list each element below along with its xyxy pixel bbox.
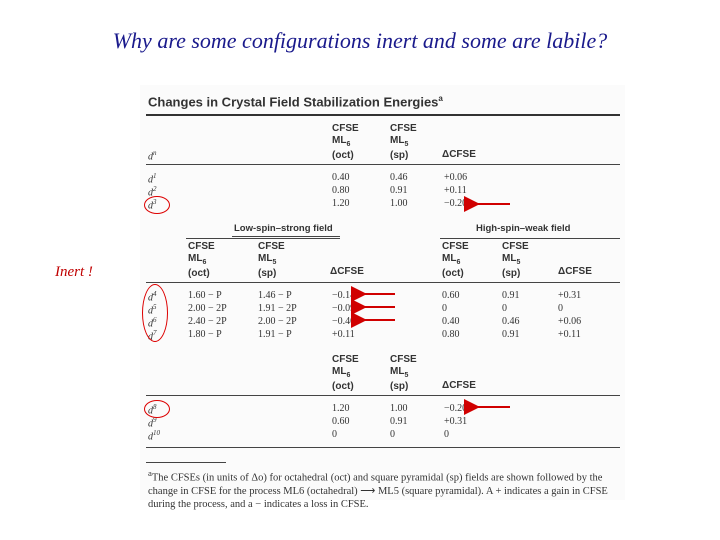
- b3-delta-header: ΔCFSE: [442, 380, 476, 391]
- config-d5: $d^5$: [148, 303, 157, 317]
- cell-sp: 1.00: [390, 198, 408, 209]
- cell-ls-sp: 1.46 − P: [258, 290, 292, 301]
- config-d1: $d^1$: [148, 172, 157, 186]
- cell-ls-delta: −0.14: [332, 290, 356, 301]
- cell-hs-oct: 0.80: [442, 329, 460, 340]
- cell-ls-delta: +0.11: [332, 329, 355, 340]
- cell-oct: 1.20: [332, 198, 350, 209]
- cell-ls-sp: 1.91 − 2P: [258, 303, 297, 314]
- cell-hs-sp: 0: [502, 303, 507, 314]
- cell-ls-oct: 1.80 − P: [188, 329, 222, 340]
- slide-title: Why are some configurations inert and some are labile?: [112, 28, 608, 53]
- cell-sp: 0: [390, 429, 395, 440]
- b3-sp-header: CFSE $ML_5$ (sp): [390, 354, 417, 392]
- cell-sp: 0.46: [390, 172, 408, 183]
- cell-oct: 0.80: [332, 185, 350, 196]
- cell-hs-sp: 0.91: [502, 329, 520, 340]
- config-d2: $d^2$: [148, 185, 157, 199]
- config-d9: $d^9$: [148, 416, 157, 430]
- b1-oct-header: CFSE $ML_6$ (oct): [332, 123, 359, 161]
- cell-hs-sp: 0.46: [502, 316, 520, 327]
- table-title: Changes in Crystal Field Stabilization Energies$^a$: [148, 94, 443, 110]
- inert-label: Inert !: [55, 264, 93, 280]
- hs-oct-header: CFSE $ML_6$ (oct): [442, 241, 469, 279]
- cell-delta: −0.20: [444, 403, 468, 414]
- cell-hs-delta: +0.06: [558, 316, 582, 327]
- config-d7: $d^7$: [148, 329, 157, 343]
- config-d8: $d^8$: [148, 403, 157, 417]
- cell-hs-delta: 0: [558, 303, 563, 314]
- b3-oct-header: CFSE $ML_6$ (oct): [332, 354, 359, 392]
- cell-ls-delta: −0.09: [332, 303, 356, 314]
- config-d4: $d^4$: [148, 290, 157, 304]
- ls-delta-header: ΔCFSE: [330, 266, 364, 277]
- ls-sp-header: CFSE $ML_5$ (sp): [258, 241, 285, 279]
- cell-ls-oct: 1.60 − P: [188, 290, 222, 301]
- cell-sp: 1.00: [390, 403, 408, 414]
- cell-oct: 0.40: [332, 172, 350, 183]
- cell-hs-delta: +0.31: [558, 290, 582, 301]
- b1-delta-header: ΔCFSE: [442, 149, 476, 160]
- config-d6: $d^6$: [148, 316, 157, 330]
- ls-oct-header: CFSE $ML_6$ (oct): [188, 241, 215, 279]
- cell-delta: +0.31: [444, 416, 468, 427]
- cell-ls-sp: 2.00 − 2P: [258, 316, 297, 327]
- config-d3: $d^3$: [148, 198, 157, 212]
- cell-delta: +0.11: [444, 185, 467, 196]
- table-footnote: $^a$The CFSEs (in units of Δo) for octahedral (oct) and square pyramidal (sp) fields are shown followed by the change in CFSE for the process ML6 (octahedral) ⟶ ML5 (square pyramidal). A + indicates a gain in CFSE during the process, and a − indicates a loss in CFSE.: [148, 468, 608, 510]
- cell-hs-oct: 0: [442, 303, 447, 314]
- hs-delta-header: ΔCFSE: [558, 266, 592, 277]
- config-header: $d^n$: [148, 149, 157, 163]
- cell-delta: −0.20: [444, 198, 468, 209]
- config-d10: $d^{10}$: [148, 429, 160, 443]
- cell-delta: 0: [444, 429, 449, 440]
- cell-hs-oct: 0.40: [442, 316, 460, 327]
- cell-hs-oct: 0.60: [442, 290, 460, 301]
- cell-sp: 0.91: [390, 185, 408, 196]
- cell-oct: 0.60: [332, 416, 350, 427]
- cell-hs-delta: +0.11: [558, 329, 581, 340]
- cell-oct: 0: [332, 429, 337, 440]
- cell-hs-sp: 0.91: [502, 290, 520, 301]
- cell-ls-oct: 2.00 − 2P: [188, 303, 227, 314]
- cell-ls-sp: 1.91 − P: [258, 329, 292, 340]
- cell-delta: +0.06: [444, 172, 468, 183]
- cell-oct: 1.20: [332, 403, 350, 414]
- b1-sp-header: CFSE $ML_5$ (sp): [390, 123, 417, 161]
- cell-ls-delta: −0.40: [332, 316, 356, 327]
- cell-ls-oct: 2.40 − 2P: [188, 316, 227, 327]
- section-high-spin: High-spin–weak field: [476, 223, 571, 234]
- cell-sp: 0.91: [390, 416, 408, 427]
- section-low-spin: Low-spin–strong field: [234, 223, 333, 234]
- hs-sp-header: CFSE $ML_5$ (sp): [502, 241, 529, 279]
